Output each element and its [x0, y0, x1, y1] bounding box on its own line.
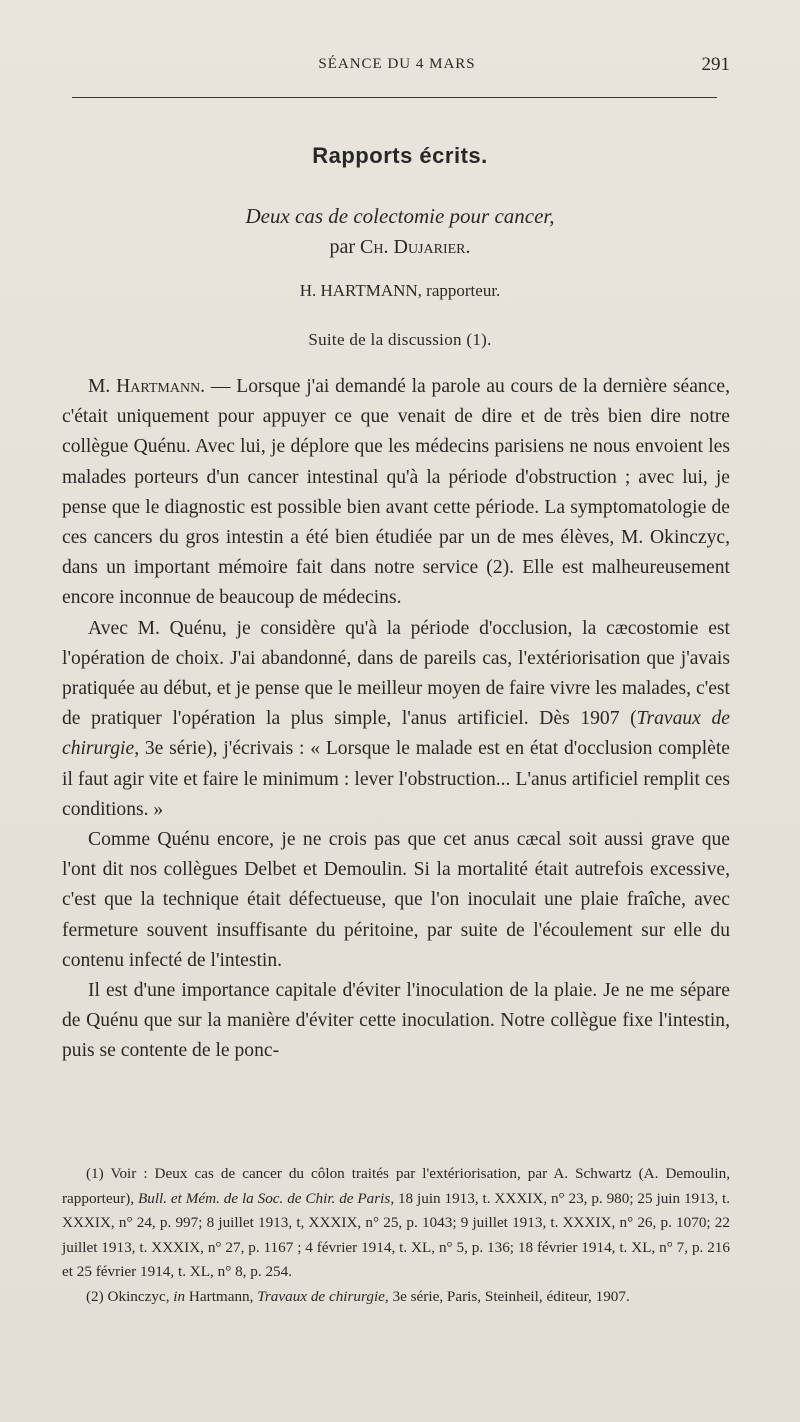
footnote-2-work: Travaux de chirurgie [257, 1287, 385, 1305]
byline-prefix: par [329, 236, 361, 258]
page-number: 291 [701, 54, 730, 75]
author-name: Ch. Dujarier. [360, 236, 471, 258]
footnote-2 [62, 1285, 730, 1310]
footnotes [62, 1162, 730, 1310]
discussion-subtitle: Suite de la discussion (1). [308, 330, 492, 349]
paragraph-1-text: — Lorsque j'ai demandé la parole au cours de la dernière séance, c'était uniquement pour appuyer ce que venait de dire et de très bien dire notre collègue Quénu. Avec lui, je déplore que les médecins parisiens ne nous envoient les malades porteurs d'un cancer intestinal qu'à la période d'obstruction ; avec lui, je pense que le diagnostic est possible bien avant cette période. La symptomatologie de ces cancers du gros intestin a été bien étudiée par un de mes élèves, M. Okinczyc, dans un important mémoire fait dans notre service (2). Elle est malheureusement encore inconnue de beaucoup de médecins. [62, 376, 730, 609]
header-rule [72, 97, 717, 98]
footnote-2-text-c: , 3e série, Paris, Steinheil, éditeur, 1907. [384, 1287, 630, 1305]
paragraph-2-text-b: , 3e série), j'écrivais : « Lorsque le malade est en état d'occlusion complète il faut agir vite et faire le minimum : lever l'obstruction... L'anus artificiel remplit ces conditions. » [62, 738, 730, 820]
footnote-1 [62, 1162, 730, 1285]
footnote-2-in: in [173, 1287, 186, 1305]
footnote-1-journal: Bull. et Mém. de la Soc. de Chir. de Paris [137, 1189, 391, 1207]
running-head: SÉANCE DU 4 MARS [318, 56, 476, 72]
footnote-2-text-a: (2) Okinczyc, [86, 1287, 174, 1305]
footnote-1-text-b: , 18 juin 1913, t. XXXIX, n° 23, p. 980; 25 juin 1913, t. XXXIX, n° 24, p. 997; 8 juillet 1913, t, XXXIX, n° 25, p. 1043; 9 juillet 1913, t. XXXIX, n° 26, p. 1070; 22 juillet 1913, t. XXXIX, n° 27, p. 1167 ; 4 février 1914, t. XL, n° 5, p. 136; 18 février 1914, t. XL, n° 7, p. 216 et 25 février 1914, t. XL, n° 8, p. 254. [62, 1189, 730, 1281]
page-header [62, 52, 732, 82]
byline [0, 236, 800, 259]
footnote-2-text-b: Hartmann, [185, 1287, 258, 1305]
section-title: Rapports écrits. [312, 143, 488, 168]
speaker-name: M. Hartmann. [88, 376, 206, 397]
paragraph-2-text-a: Avec M. Quénu, je considère qu'à la période d'occlusion, la cæcostomie est l'opération de choix. J'ai abandonné, dans de pareils cas, l'extériorisation que j'avais pratiquée au début, et je pense que le meilleur moyen de faire vivre les malades, c'est de pratiquer l'opération la plus simple, l'anus artificiel. Dès 1907 ( [62, 617, 730, 730]
reporter-line: H. HARTMANN, rapporteur. [299, 281, 501, 300]
paragraph-4: Il est d'une importance capitale d'éviter l'inoculation de la plaie. Je ne me sépare de Quénu que sur la manière d'éviter cette inoculation. Notre collègue fixe l'intestin, puis se contente de le ponc- [62, 980, 730, 1062]
paragraph-2-citation: Travaux de chirurgie [62, 708, 730, 760]
paragraph-2 [62, 614, 730, 825]
article-title: Deux cas de colectomie pour cancer, [245, 204, 555, 228]
footnote-1-text-a: (1) Voir : Deux cas de cancer du côlon traités par l'extériorisation, par A. Schwartz (A. Demoulin, rapporteur), [62, 1165, 730, 1207]
paragraph-1 [62, 372, 730, 614]
paragraph-3: Comme Quénu encore, je ne crois pas que cet anus cæcal soit aussi grave que l'ont dit nos collègues Delbet et Demoulin. Si la mortalité était autrefois excessive, c'est que la technique était défectueuse, que l'on inoculait une plaie fraîche, avec fermeture souvent insuffisante du péritoine, par suite de l'écoulement sur elle du contenu infecté de l'intestin. [62, 829, 730, 971]
body-text [62, 372, 730, 1067]
